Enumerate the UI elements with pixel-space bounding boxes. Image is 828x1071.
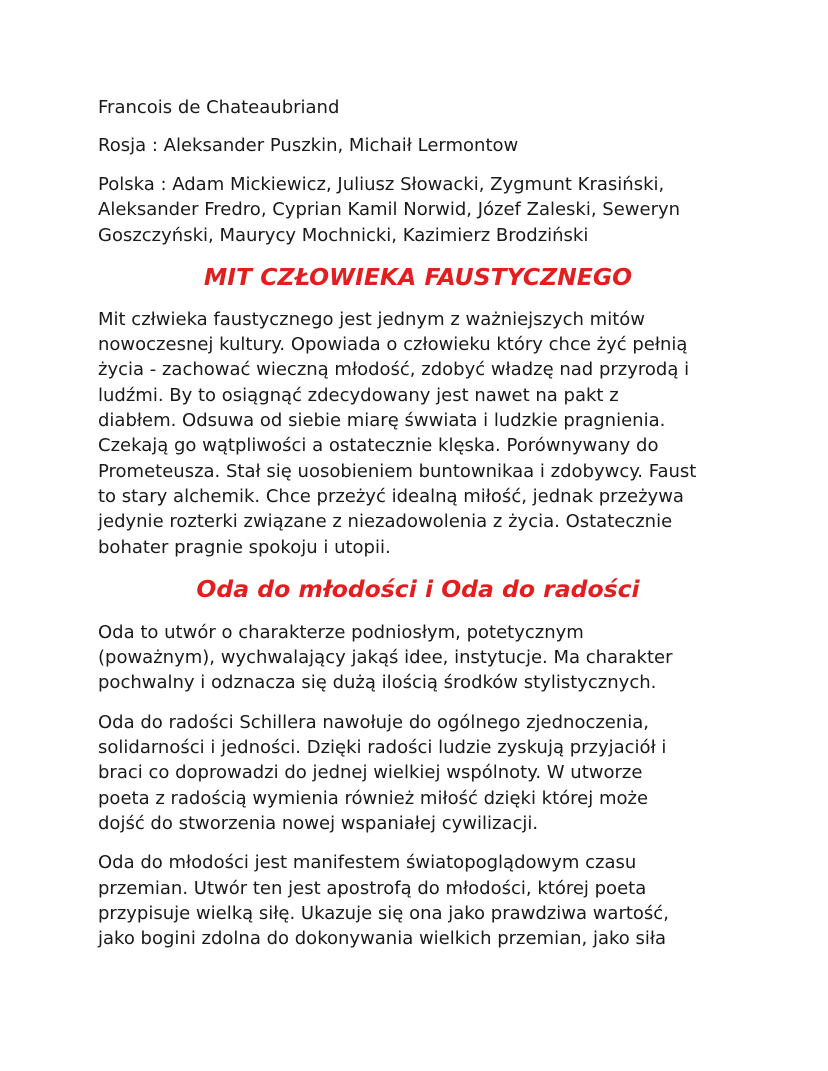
poland-line-3: Goszczyński, Maurycy Mochnicki, Kazimierz Brodziński — [98, 224, 589, 246]
faust-line: nowoczesnej kultury. Opowiada o człowieku który chce żyć pełnią — [98, 334, 688, 356]
faust-line: jedynie rozterki związane z niezadowolenia z życia. Ostatecznie — [98, 511, 673, 533]
faust-line: życia - zachować wieczną młodość, zdobyć władzę nad przyrodą i — [98, 359, 690, 381]
poland-line-2: Aleksander Fredro, Cyprian Kamil Norwid, Józef Zaleski, Seweryn — [98, 199, 681, 221]
faust-line: diabłem. Odsuwa od siebie miarę śwwiata i ludzkie pragnienia. — [98, 410, 666, 432]
oda-mlodosci-line: Oda do młodości jest manifestem światopoglądowym czasu — [98, 852, 637, 874]
oda-mlodosci-line: przemian. Utwór ten jest apostrofą do młodości, której poeta — [98, 877, 647, 899]
faust-line: Czekają go wątpliwości a ostatecznie klęska. Porównywany do — [98, 435, 659, 457]
oda-mlodosci-line: jako bogini zdolna do dokonywania wielkich przemian, jako siła — [98, 928, 667, 950]
oda-def-line: pochwalny i odznacza się dużą ilością środków stylistycznych. — [98, 672, 657, 694]
oda-radosci-line: poeta z radością wymienia również miłość dzięki której może — [98, 787, 649, 809]
oda-def-line: Oda to utwór o charakterze podniosłym, potetycznym — [98, 621, 584, 643]
oda-radosci-line: braci co doprowadzi do jednej wielkiej wspólnoty. W utworze — [98, 762, 643, 784]
oda-mlodosci-line: przypisuje wielką siłę. Ukazuje się ona jako prawdziwa wartość, — [98, 902, 669, 924]
paragraph-oda-definition — [98, 620, 738, 696]
poland-line-1: Polska : Adam Mickiewicz, Juliusz Słowacki, Zygmunt Krasiński, — [98, 174, 665, 195]
faust-line: to stary alchemik. Chce przeżyć idealną miłość, jednak przeżywa — [98, 485, 684, 507]
author-france: Francois de Chateaubriand — [98, 97, 340, 118]
oda-radosci-line: Oda do radości Schillera nawołuje do ogólnego zjednoczenia, — [98, 711, 650, 733]
author-poland — [98, 172, 738, 248]
paragraph-faust — [98, 307, 738, 560]
paragraph-oda-radosci — [98, 710, 738, 836]
heading-ody: Oda do młodości i Oda do radości — [196, 574, 640, 603]
oda-radosci-line: dojść do stworzenia nowej wspaniałej cywilizacji. — [98, 812, 539, 834]
faust-line: ludźmi. By to osiągnąć zdecydowany jest nawet na pakt z — [98, 384, 619, 406]
oda-radosci-line: solidarności i jedności. Dzięki radości ludzie zyskują przyjaciół i — [98, 737, 667, 759]
author-russia: Rosja : Aleksander Puszkin, Michaił Lermontow — [98, 135, 519, 156]
heading-faust: MIT CZŁOWIEKA FAUSTYCZNEGO — [203, 262, 633, 291]
faust-line: Mit człwieka faustycznego jest jednym z ważniejszych mitów — [98, 308, 646, 330]
faust-line: Prometeusza. Stał się uosobieniem buntownikaa i zdobywcy. Faust — [98, 460, 697, 482]
document-page — [98, 95, 738, 965]
faust-line: bohater pragnie spokoju i utopii. — [98, 536, 391, 558]
paragraph-oda-mlodosci — [98, 850, 738, 951]
oda-def-line: (poważnym), wychwalający jakąś idee, instytucje. Ma charakter — [98, 647, 673, 669]
